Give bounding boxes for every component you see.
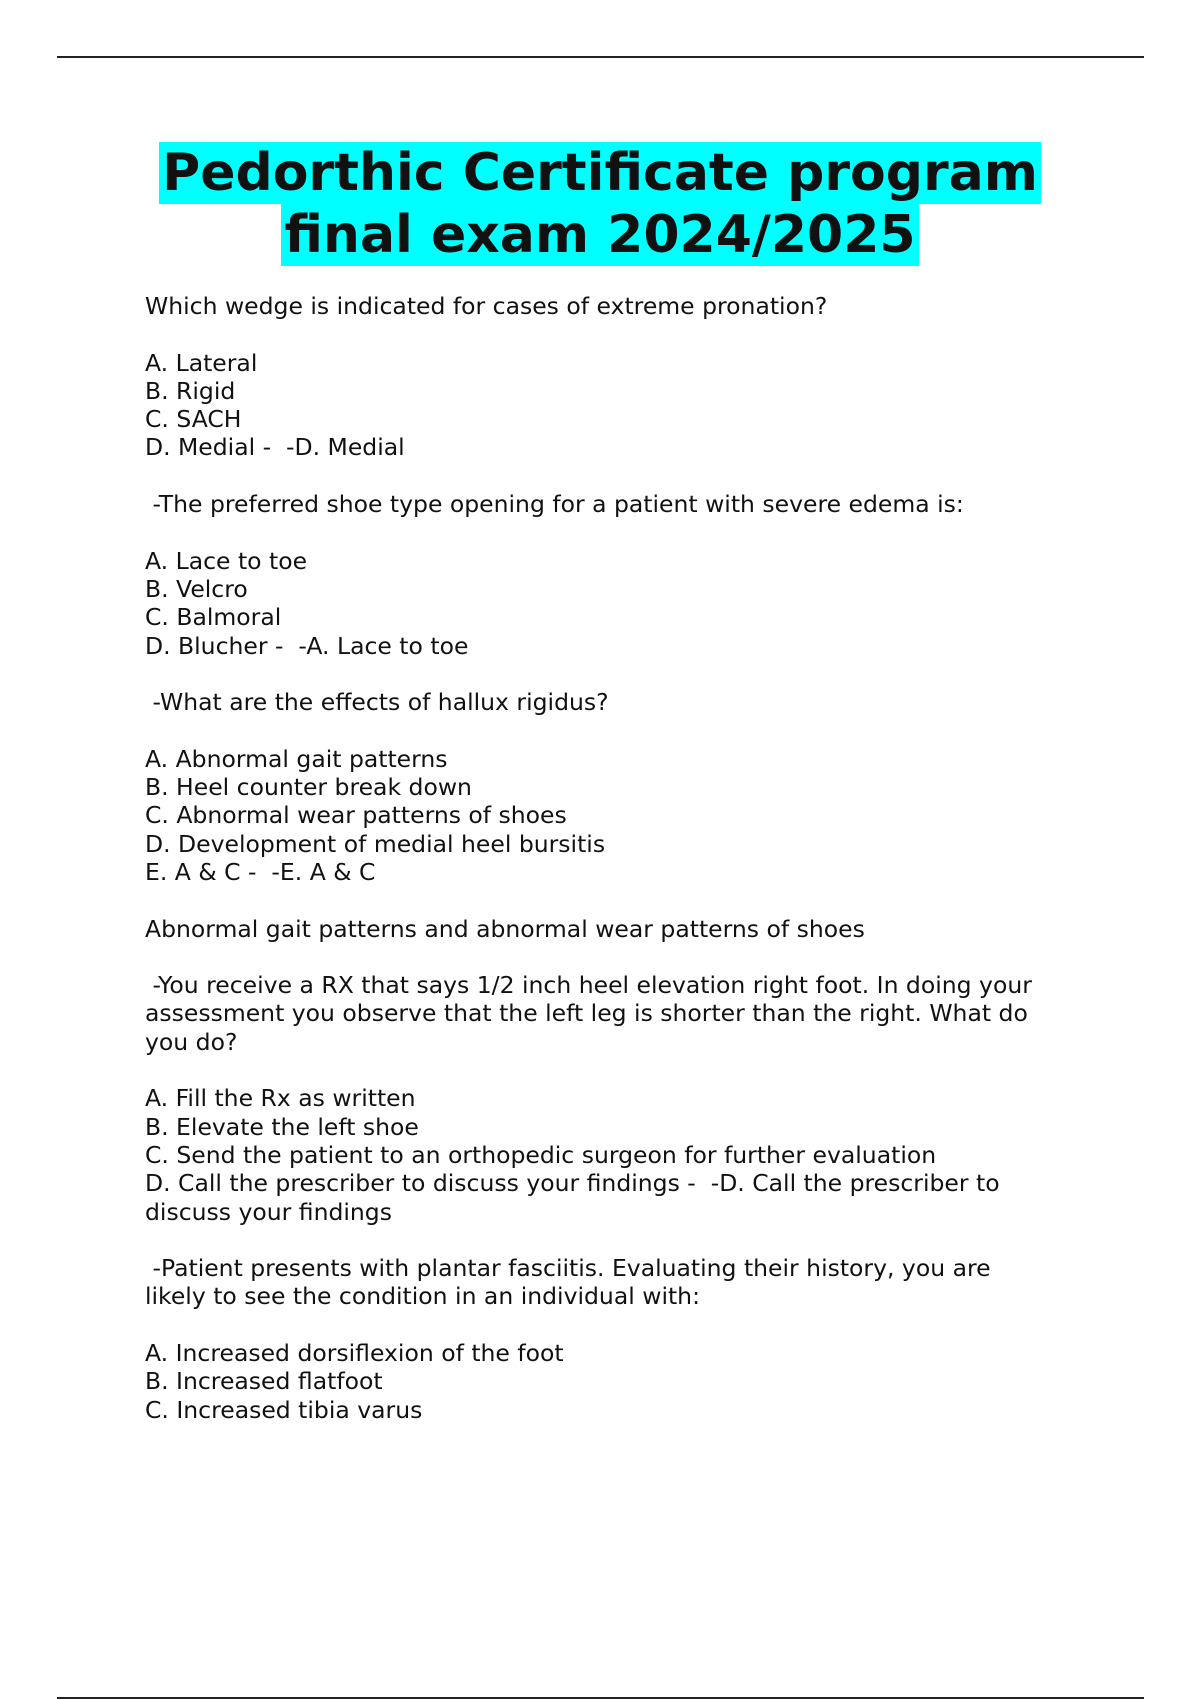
question-2: [145, 490, 1075, 518]
question-text: -What are the effects of hallux rigidus?: [145, 688, 609, 717]
question-5: [145, 1254, 1075, 1311]
option-b: B. Velcro: [145, 574, 248, 603]
question-1: [145, 292, 1075, 320]
question-1-options: [145, 349, 1075, 462]
question-text-line: -You receive a RX that says 1/2 inch heel elevation right foot. In doing your: [145, 971, 1032, 1000]
option-c: C. Send the patient to an orthopedic surgeon for further evaluation: [145, 1140, 937, 1169]
page-title: [0, 142, 1200, 266]
option-a: A. Lace to toe: [145, 546, 308, 575]
question-text: Which wedge is indicated for cases of extreme pronation?: [145, 292, 828, 320]
option-b: B. Increased flatfoot: [145, 1367, 383, 1396]
option-a: A. Abnormal gait patterns: [145, 744, 448, 773]
option-b: B. Elevate the left shoe: [145, 1112, 419, 1141]
question-text: -The preferred shoe type opening for a patient with severe edema is:: [145, 490, 964, 519]
option-d-answer: D. Medial - -D. Medial: [145, 433, 405, 462]
option-e-answer: E. A & C - -E. A & C: [145, 857, 376, 886]
option-b: B. Heel counter break down: [145, 773, 472, 802]
question-3-options: [145, 745, 1075, 886]
option-c: C. Balmoral: [145, 603, 282, 632]
option-d-answer: D. Blucher - -A. Lace to toe: [145, 631, 469, 660]
question-3-explanation: [145, 915, 1075, 943]
option-a: A. Fill the Rx as written: [145, 1084, 416, 1113]
option-d-answer: D. Call the prescriber to discuss your findings - -D. Call the prescriber to: [145, 1169, 1000, 1198]
option-b: B. Rigid: [145, 376, 236, 405]
option-c: C. Abnormal wear patterns of shoes: [145, 801, 567, 830]
question-text-line: -Patient presents with plantar fasciitis. Evaluating their history, you are: [145, 1254, 991, 1283]
option-c: C. SACH: [145, 405, 242, 434]
title-line-1: Pedorthic Certificate program: [159, 142, 1041, 204]
question-5-options: [145, 1339, 1075, 1424]
option-c: C. Increased tibia varus: [145, 1395, 423, 1424]
exam-content: [145, 292, 1075, 1452]
option-d-answer-continued: discuss your findings: [145, 1197, 392, 1226]
question-text-line: you do?: [145, 1027, 238, 1056]
title-line-2: final exam 2024/2025: [281, 204, 918, 266]
question-text-line: assessment you observe that the left leg is shorter than the right. What do: [145, 999, 1028, 1028]
question-4-options: [145, 1084, 1075, 1225]
option-a: A. Lateral: [145, 348, 258, 377]
explanation-text: Abnormal gait patterns and abnormal wear patterns of shoes: [145, 914, 865, 943]
question-2-options: [145, 547, 1075, 660]
question-3: [145, 688, 1075, 716]
question-text-line: likely to see the condition in an individual with:: [145, 1282, 700, 1311]
bottom-rule: [57, 1697, 1144, 1699]
question-4: [145, 971, 1075, 1056]
option-a: A. Increased dorsiflexion of the foot: [145, 1338, 564, 1367]
option-d: D. Development of medial heel bursitis: [145, 829, 606, 858]
top-rule: [57, 56, 1144, 58]
